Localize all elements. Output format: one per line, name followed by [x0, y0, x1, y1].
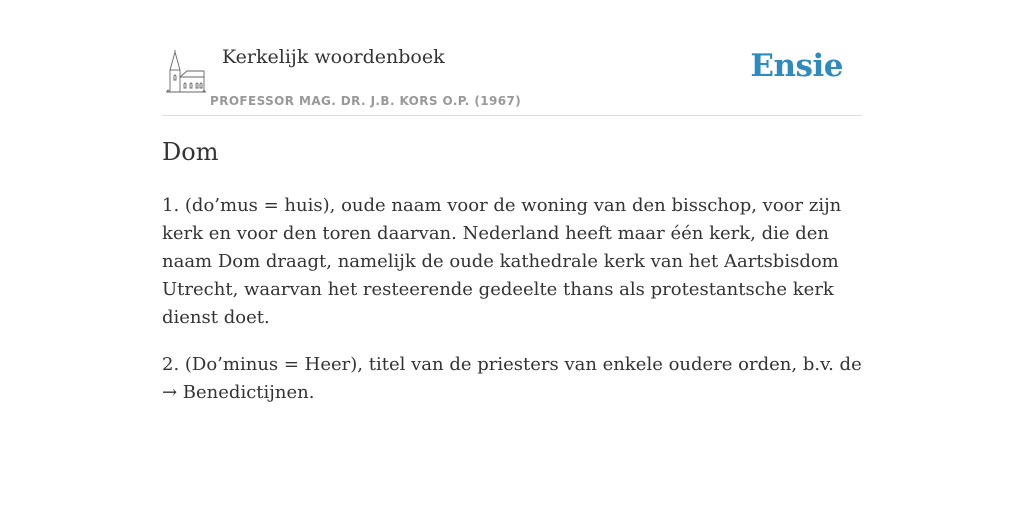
entry-body — [162, 192, 867, 426]
church-icon — [165, 50, 207, 94]
entry-title: Dom — [162, 138, 219, 166]
definition-1: 1. (do’mus = huis), oude naam voor de woning van den bisschop, voor zijn kerk en voor den toren daarvan. Nederland heeft maar één kerk, die den naam Dom draagt, namelijk de oude kathedrale kerk van het Aartsbisdom Utrecht, waarvan het resteerende gedeelte thans als protestantsche kerk dienst doet. — [162, 195, 842, 328]
ensie-logo[interactable]: Ensie — [750, 48, 843, 84]
definition-2 — [162, 351, 867, 407]
definition-2-end: . — [308, 382, 315, 403]
benedictijnen-link[interactable]: → Benedictijnen — [162, 382, 309, 403]
book-author: PROFESSOR MAG. DR. J.B. KORS O.P. (1967) — [210, 94, 522, 108]
book-title[interactable]: Kerkelijk woordenboek — [222, 46, 445, 68]
definition-2-text: 2. (Do’minus = Heer), titel van de priesters van enkele oudere orden, b.v. de — [162, 354, 862, 375]
page-container — [162, 0, 862, 403]
book-header — [162, 0, 862, 116]
